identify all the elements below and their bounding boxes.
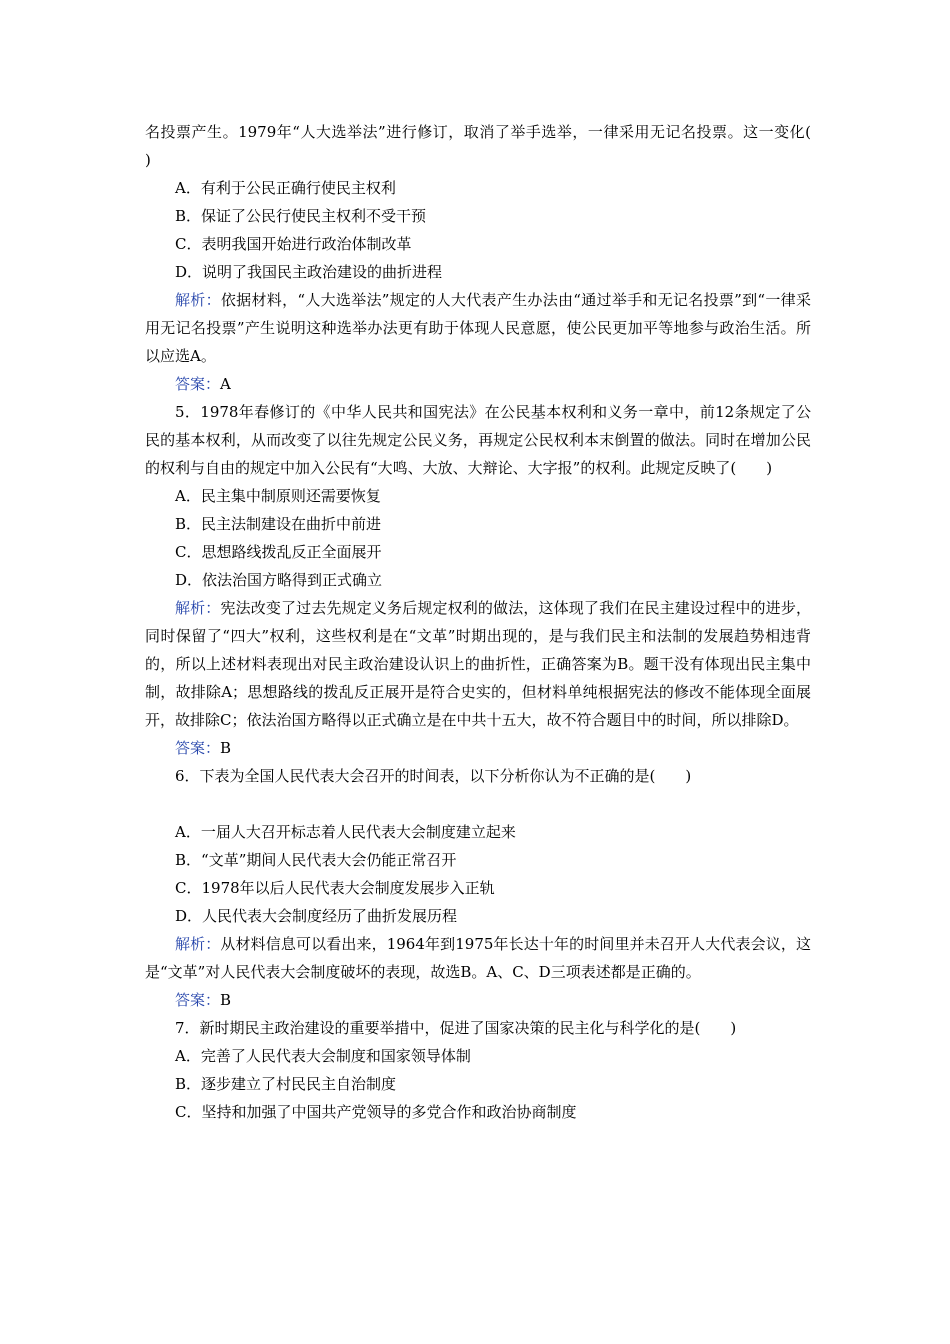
q6-option-d: D．人民代表大会制度经历了曲折发展历程 [175, 907, 458, 925]
analysis-label: 解析： [175, 599, 221, 617]
q6-option-c: C．1978年以后人民代表大会制度发展步入正轨 [175, 879, 495, 897]
q7-option-c: C．坚持和加强了中国共产党领导的多党合作和政治协商制度 [175, 1103, 577, 1121]
q4-option-b: B．保证了公民行使民主权利不受干预 [175, 207, 427, 225]
q5-option-a: A．民主集中制原则还需要恢复 [175, 487, 381, 505]
answer-label: 答案： [175, 739, 221, 757]
q4-stem: 名投票产生。1979年“人大选举法”进行修订，取消了举手选举，一律采用无记名投票。这一变化( ) [145, 123, 842, 169]
q5-option-c: C．思想路线拨乱反正全面展开 [175, 543, 382, 561]
q6-stem: 6．下表为全国人民代表大会召开的时间表，以下分析你认为不正确的是( ) [175, 767, 692, 785]
analysis-label: 解析： [175, 935, 221, 953]
q6-answer-value: B [220, 991, 232, 1009]
table-placeholder-gap [145, 790, 811, 818]
answer-label: 答案： [175, 991, 221, 1009]
q4-option-d: D．说明了我国民主政治建设的曲折进程 [175, 263, 443, 281]
q6-analysis [145, 930, 811, 986]
q7-option-b: B．逐步建立了村民民主自治制度 [175, 1075, 397, 1093]
q6-option-a: A．一届人大召开标志着人民代表大会制度建立起来 [175, 823, 516, 841]
q5-stem: 5．1978年春修订的《中华人民共和国宪法》在公民基本权利和义务一章中，前12条规定了公民的基本权利，从而改变了以往先规定公民义务，再规定公民权利本末倒置的做法。同时在增加公民的权利与自由的规定中加入公民有“大鸣、大放、大辩论、大字报”的权利。此规定反映了( ) [145, 403, 811, 477]
q4-answer [145, 370, 811, 398]
q5-answer [145, 734, 811, 762]
answer-label: 答案： [175, 375, 221, 393]
q5-answer-value: B [220, 739, 232, 757]
q6-answer [145, 986, 811, 1014]
q5-option-b: B．民主法制建设在曲折中前进 [175, 515, 382, 533]
q5-analysis [145, 594, 811, 734]
analysis-label: 解析： [175, 291, 221, 309]
q6-analysis-text: 从材料信息可以看出来，1964年到1975年长达十年的时间里并未召开人大代表会议，这是“文革”对人民代表大会制度破坏的表现，故选B。A、C、D三项表述都是正确的。 [145, 935, 811, 981]
q7-stem: 7．新时期民主政治建设的重要举措中，促进了国家决策的民主化与科学化的是( ) [175, 1019, 737, 1037]
q6-option-b: B．“文革”期间人民代表大会仍能正常召开 [175, 851, 457, 869]
q5-option-d: D．依法治国方略得到正式确立 [175, 571, 383, 589]
q5-analysis-text: 宪法改变了过去先规定义务后规定权利的做法，这体现了我们在民主建设过程中的进步，同时保留了“四大”权利，这些权利是在“文革”时期出现的，是与我们民主和法制的发展趋势相违背的，所以上述材料表现出对民主政治建设认识上的曲折性，正确答案为B。题干没有体现出民主集中制，故排除A；思想路线的拨乱反正展开是符合史实的，但材料单纯根据宪法的修改不能体现全面展开，故排除C；依法治国方略得以正式确立是在中共十五大，故不符合题目中的时间，所以排除D。 [145, 599, 811, 729]
q4-option-a: A．有利于公民正确行使民主权利 [175, 179, 396, 197]
q4-analysis [145, 286, 811, 370]
document-page [145, 118, 842, 1126]
q4-analysis-text: 依据材料，“人大选举法”规定的人大代表产生办法由“通过举手和无记名投票”到“一律采用无记名投票”产生说明这种选举办法更有助于体现人民意愿，使公民更加平等地参与政治生活。所以应选A。 [145, 291, 811, 365]
q4-option-c: C．表明我国开始进行政治体制改革 [175, 235, 412, 253]
q4-answer-value: A [220, 375, 231, 393]
q7-option-a: A．完善了人民代表大会制度和国家领导体制 [175, 1047, 471, 1065]
